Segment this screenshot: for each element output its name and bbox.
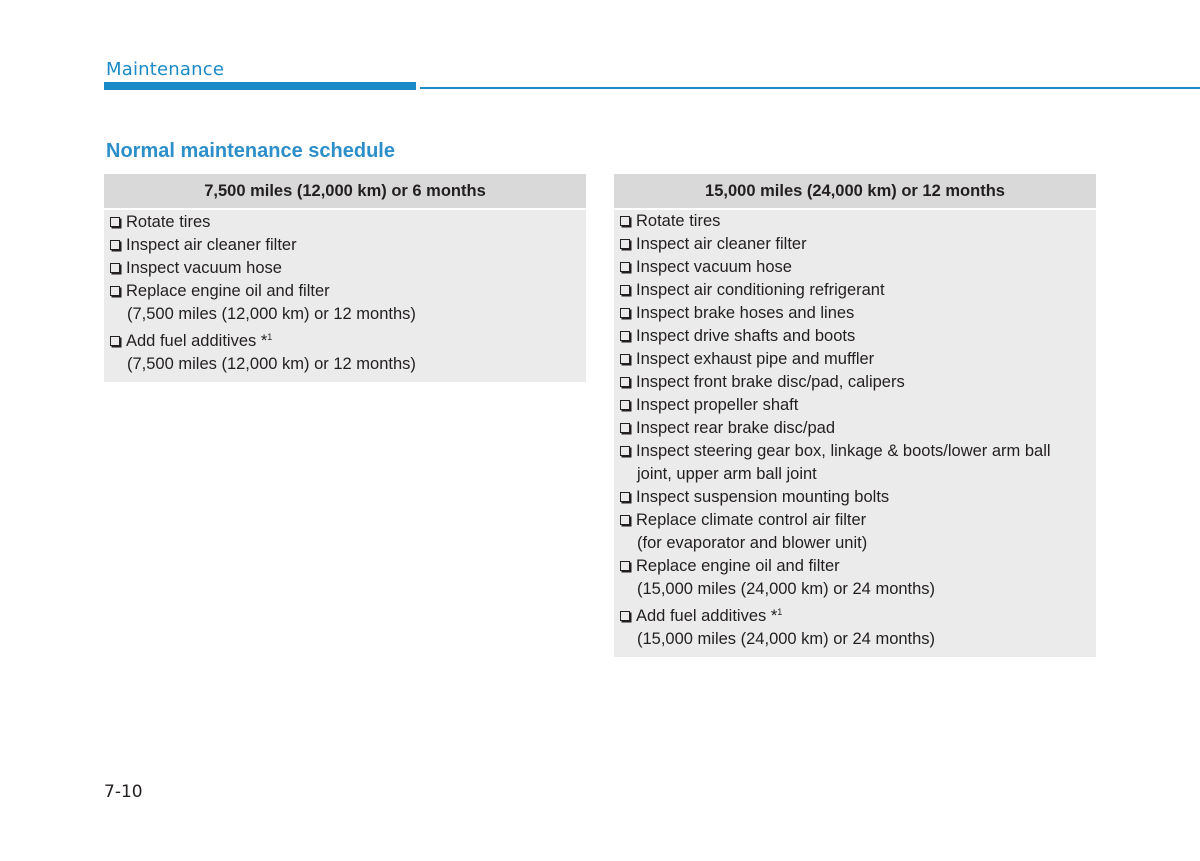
checkbox-icon [620,611,630,621]
checklist-item [620,440,1090,486]
checklist-item [620,394,1090,417]
checklist-item [110,326,580,376]
checklist-item-label: Inspect vacuum hose [126,259,282,277]
checklist-item [110,234,580,257]
checklist-item [620,302,1090,325]
footnote-marker: 1 [267,332,273,342]
checkbox-icon [620,239,630,249]
checklist-item-label: Inspect air conditioning refrigerant [636,281,885,299]
checklist-item-label: Inspect air cleaner filter [636,235,807,253]
checklist-item [620,601,1090,651]
page-number: 7-10 [104,782,143,802]
checklist-item [620,555,1090,601]
checklist-item-label: Add fuel additives * [636,607,778,625]
checkbox-icon [620,354,630,364]
checklist-item-label: Rotate tires [126,213,211,231]
checklist-item-label: Inspect drive shafts and boots [636,327,856,345]
checklist-item [620,325,1090,348]
checklist-item [620,348,1090,371]
checkbox-icon [620,308,630,318]
checkbox-icon [110,217,120,227]
checkbox-icon [110,240,120,250]
table-header: 15,000 miles (24,000 km) or 12 months [614,174,1096,210]
checkbox-icon [110,336,120,346]
checkbox-icon [620,446,630,456]
checklist-item-label: Inspect propeller shaft [636,396,799,414]
checklist-item-label: Inspect vacuum hose [636,258,792,276]
checklist-item-continuation: (7,500 miles (12,000 km) or 12 months) [127,355,416,373]
checklist-item [620,210,1090,233]
checklist-item-label: Inspect suspension mounting bolts [636,488,890,506]
checkbox-icon [110,263,120,273]
checklist-item [620,417,1090,440]
checklist-item-continuation: (7,500 miles (12,000 km) or 12 months) [127,305,416,323]
checklist-item-label: Replace engine oil and filter [636,557,840,575]
checklist-item-label: Inspect air cleaner filter [126,236,297,254]
checkbox-icon [620,262,630,272]
checklist-item [620,486,1090,509]
checkbox-icon [110,286,120,296]
checklist-item [110,211,580,234]
checklist-item-label: Inspect front brake disc/pad, calipers [636,373,905,391]
table-body [614,210,1096,657]
checkbox-icon [620,423,630,433]
checklist-item-label: Rotate tires [636,212,721,230]
checklist-item [620,256,1090,279]
checklist-item-continuation: (15,000 miles (24,000 km) or 24 months) [637,630,936,648]
checklist-item-label: Inspect rear brake disc/pad [636,419,836,437]
checklist-item [620,233,1090,256]
checkbox-icon [620,400,630,410]
checklist-item-continuation: (15,000 miles (24,000 km) or 24 months) [637,580,936,598]
checklist-item-label: Replace climate control air filter [636,511,867,529]
checkbox-icon [620,377,630,387]
checkbox-icon [620,331,630,341]
checklist-item-label: Inspect exhaust pipe and muffler [636,350,875,368]
checklist-item [620,509,1090,555]
footnote-marker: 1 [777,607,783,617]
checklist-item [110,257,580,280]
checkbox-icon [620,285,630,295]
table-header: 7,500 miles (12,000 km) or 6 months [104,174,586,210]
page-heading: Normal maintenance schedule [106,140,395,162]
checkbox-icon [620,515,630,525]
checkbox-icon [620,216,630,226]
checkbox-icon [620,492,630,502]
checklist-item-label: Inspect steering gear box, linkage & boots/lower arm ball [636,442,1051,460]
checklist-item [110,280,580,326]
checklist-item [620,279,1090,302]
schedule-table-15000 [614,174,1096,657]
checklist-item [620,371,1090,394]
checklist-item-continuation: joint, upper arm ball joint [637,465,817,483]
checklist-item-continuation: (for evaporator and blower unit) [637,534,868,552]
checklist-item-label: Replace engine oil and filter [126,282,330,300]
table-body [104,210,586,382]
header-rule-thick [104,82,416,90]
header-rule-thin [420,87,1200,89]
checklist-item-label: Add fuel additives * [126,332,268,350]
section-title: Maintenance [106,59,225,80]
checkbox-icon [620,561,630,571]
checklist-item-label: Inspect brake hoses and lines [636,304,855,322]
schedule-table-7500 [104,174,586,382]
